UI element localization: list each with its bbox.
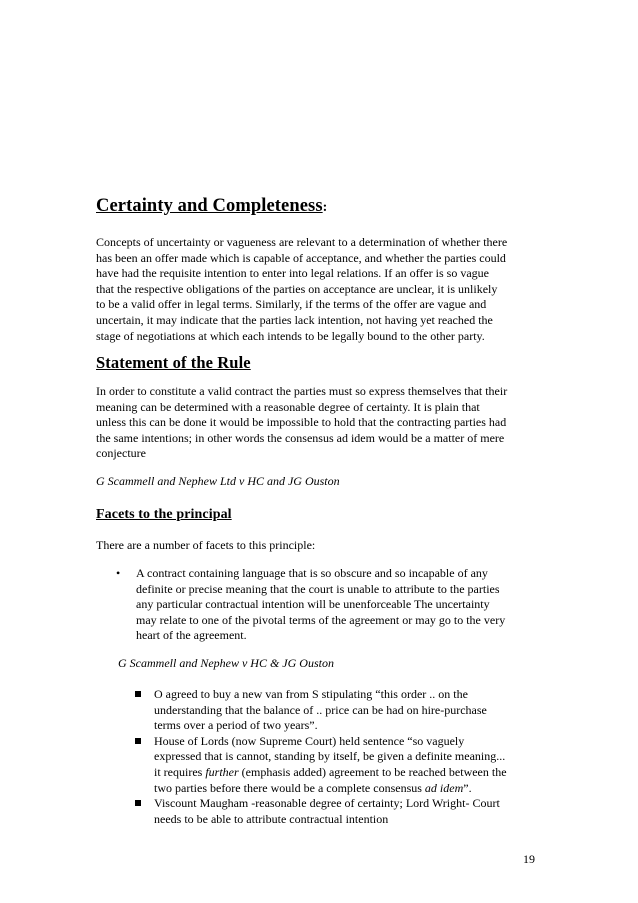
emphasis-text: ad idem: [424, 780, 464, 795]
section-heading-certainty: [96, 196, 327, 217]
paragraph-line: that the respective obligations of the parties on acceptance are unclear, it is unlikely: [96, 281, 498, 296]
list-item-line: (emphasis added) agreement to be reached between the: [238, 764, 507, 779]
heading-colon: :: [322, 200, 328, 215]
section-heading-facets: Facets to the principal: [96, 507, 232, 522]
list-item: [134, 796, 544, 827]
paragraph-line: the same intentions; in other words the consensus ad idem would be a matter of mere: [96, 430, 505, 445]
paragraph-line: have had the requisite intention to enter into legal relations. If an offer is so vague: [96, 266, 489, 281]
list-item-line: it requires: [154, 764, 206, 779]
list-item-line: definite or precise meaning that the court is unable to attribute to the parties: [136, 581, 500, 596]
list-item: [134, 734, 544, 796]
paragraph-line: uncertain, it may indicate that the parties lack intention, not having yet reached the: [96, 312, 493, 327]
list-item-line: O agreed to buy a new van from S stipulating “this order .. on the: [154, 687, 468, 701]
list-item-line: House of Lords (now Supreme Court) held sentence “so vaguely: [154, 733, 465, 748]
list-item-line: A contract containing language that is so obscure and so incapable of any: [136, 566, 488, 580]
paragraph-line: In order to constitute a valid contract the parties must so express themselves that their: [96, 384, 508, 398]
paragraph-line: unless this can be done it would be impossible to hold that the contracting parties had: [96, 415, 507, 430]
square-bullet-icon: [135, 691, 141, 697]
paragraph-line: conjecture: [96, 446, 146, 461]
paragraph-line: has been an offer made which is capable of acceptance, and whether the parties could: [96, 250, 506, 265]
paragraph-line: stage of negotiations at which each intends to be legally bound to the other party.: [96, 328, 485, 343]
case-citation: G Scammell and Nephew Ltd v HC and JG Ouston: [96, 474, 340, 488]
list-item-line: terms over a period of two years”.: [154, 718, 318, 733]
facets-intro: There are a number of facets to this principle:: [96, 538, 316, 552]
emphasis-text: further: [205, 764, 239, 779]
case-details-list: [134, 687, 544, 827]
list-item-line: needs to be able to attribute contractual intention: [154, 811, 389, 826]
list-item-line: any particular contractual intention will be unenforceable The uncertainty: [136, 597, 490, 612]
list-item-line: ”.: [463, 780, 472, 795]
paragraph-line: Concepts of uncertainty or vagueness are relevant to a determination of whether there: [96, 235, 508, 249]
heading-text: Certainty and Completeness: [96, 196, 323, 216]
paragraph-line: meaning can be determined with a reasonable degree of certainty. It is plain that: [96, 399, 480, 414]
bullet-icon: •: [116, 566, 121, 580]
square-bullet-icon: [135, 738, 141, 744]
section-heading-rule: Statement of the Rule: [96, 353, 251, 372]
list-item-line: understanding that the balance of .. price can be had on hire-purchase: [154, 702, 487, 717]
list-item-line: two parties before there would be a complete consensus: [154, 780, 425, 795]
rule-paragraph: [96, 384, 541, 462]
certainty-paragraph: [96, 235, 541, 344]
list-item: [134, 687, 544, 734]
list-item-line: may relate to one of the pivotal terms of the agreement or may go to the very: [136, 612, 506, 627]
list-item-line: expressed that is cannot, standing by itself, be given a definite meaning...: [154, 749, 506, 764]
document-page: [96, 0, 546, 903]
square-bullet-icon: [135, 800, 141, 806]
list-item: [116, 566, 546, 644]
page-number: 19: [523, 852, 535, 866]
case-citation: G Scammell and Nephew v HC & JG Ouston: [118, 656, 334, 670]
list-item-line: Viscount Maugham -reasonable degree of certainty; Lord Wright- Court: [154, 796, 500, 811]
paragraph-line: to be a valid offer in legal terms. Similarly, if the terms of the offer are vague and: [96, 297, 487, 312]
list-item-line: heart of the agreement.: [136, 628, 247, 643]
facets-bullet-list: [116, 566, 546, 644]
